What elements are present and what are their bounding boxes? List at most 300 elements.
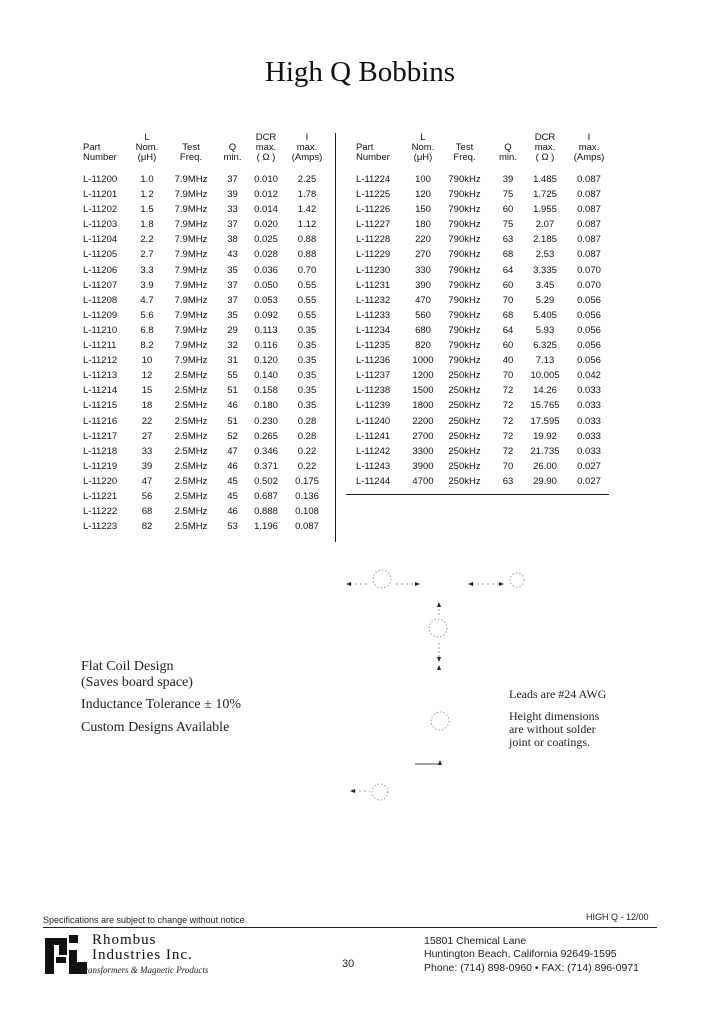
inductance: 470 [415,294,431,306]
part-number: L-11234 [356,324,391,336]
table-row [83,459,328,474]
test-freq: 2.5MHz [174,506,208,518]
feature-saves-space: (Saves board space) [81,675,193,690]
header-current: I max. (Amps) [573,132,605,163]
inductance: 33 [141,445,153,457]
q-min: 68 [502,249,514,261]
inductor-table-right [356,133,611,489]
part-number: L-11233 [356,309,391,321]
table-row [356,353,611,368]
q-min: 64 [502,264,514,276]
table-header-row [83,133,328,172]
current-max: 0.087 [577,219,601,231]
page-number: 30 [342,958,355,970]
inductance: 3900 [412,460,434,472]
dcr-max: 0.050 [254,279,278,291]
footer-rule [43,927,657,928]
test-freq: 250kHz [448,415,481,427]
dcr-max: 0.092 [254,309,278,321]
current-max: 0.027 [577,475,601,487]
inductance: 3300 [412,445,434,457]
test-freq: 7.9MHz [174,204,208,216]
table-row [83,263,328,278]
current-max: 2.25 [297,174,317,185]
table-row [83,474,328,489]
header-inductance: L Nom. (μH) [411,132,435,163]
table-row [356,398,611,413]
current-max: 0.033 [577,415,601,427]
q-min: 64 [502,324,514,336]
current-max: 0.087 [577,204,601,216]
table-row [356,202,611,217]
table-header-row [356,133,611,172]
part-number: L-11227 [356,219,391,231]
q-min: 75 [502,189,514,201]
dcr-max: 0.036 [254,264,278,276]
test-freq: 7.9MHz [174,264,208,276]
inductance: 18 [141,400,153,412]
dcr-max: 5.93 [535,324,555,336]
inductance: 3.3 [140,264,154,276]
inductance: 1800 [412,400,434,412]
feature-tolerance: Inductance Tolerance ± 10% [81,697,241,712]
current-max: 0.087 [577,189,601,201]
dcr-max: 3.45 [535,279,555,291]
inductance: 1000 [412,355,434,367]
test-freq: 7.9MHz [174,189,208,201]
table-row [356,293,611,308]
part-number: L-11212 [83,355,118,367]
table-row [83,414,328,429]
q-min: 31 [227,355,238,367]
inductance: 390 [415,279,431,291]
table-row [83,368,328,383]
q-min: 72 [502,430,514,442]
dcr-max: 2.07 [535,219,555,231]
header-q: Q min. [223,142,242,163]
current-max: 1.12 [297,219,317,231]
table-row [83,247,328,262]
dcr-max: 0.025 [254,234,278,246]
q-min: 29 [227,324,238,336]
q-min: 72 [502,445,514,457]
q-min: 51 [227,415,238,427]
test-freq: 250kHz [448,385,481,397]
address-line1: 15801 Chemical Lane [424,935,527,947]
current-max: 0.056 [577,324,601,336]
dcr-max: 0.028 [254,249,278,261]
company-name-line2: Industries Inc. [92,947,193,963]
test-freq: 250kHz [448,445,481,457]
table-row [83,444,328,459]
test-freq: 790kHz [448,340,481,352]
part-number: L-11207 [83,279,118,291]
test-freq: 790kHz [448,264,481,276]
q-min: 70 [502,294,514,306]
inductance: 1.0 [140,174,154,185]
current-max: 0.88 [297,249,317,261]
dcr-max: 0.113 [254,324,278,336]
part-number: L-11237 [356,370,391,382]
header-part: Part Number [83,142,117,163]
current-max: 1.42 [297,204,317,216]
q-min: 33 [227,204,238,216]
header-dcr: DCR max. ( Ω ) [255,132,277,163]
part-number: L-11232 [356,294,391,306]
dcr-max: 5.405 [533,309,557,321]
inductance: 8.2 [140,340,154,352]
dcr-max: 2.185 [533,234,557,246]
test-freq: 790kHz [448,355,481,367]
table-row [356,368,611,383]
header-test-freq: Test Freq. [179,142,203,163]
inductance: 560 [415,309,431,321]
test-freq: 2.5MHz [174,370,208,382]
q-min: 53 [227,521,238,533]
inductance: 39 [141,460,153,472]
table-row [356,429,611,444]
q-min: 55 [227,370,238,382]
q-min: 72 [502,385,514,397]
inductance: 10 [141,355,153,367]
current-max: 1.78 [297,189,317,201]
dcr-max: 7.13 [535,355,555,367]
part-number: L-11211 [83,340,117,352]
dcr-max: 0.010 [254,174,278,185]
current-max: 0.35 [297,355,317,367]
q-min: 46 [227,400,238,412]
test-freq: 790kHz [448,174,481,185]
table-row [83,383,328,398]
dcr-max: 0.020 [254,219,278,231]
table-row [356,308,611,323]
inductance: 820 [415,340,431,352]
phone-fax: Phone: (714) 898-0960 • FAX: (714) 896-0971 [424,962,639,974]
table-row [356,247,611,262]
part-number: L-11218 [83,445,118,457]
dcr-max: 2.53 [535,249,555,261]
part-number: L-11235 [356,340,391,352]
doc-code: HIGH Q - 12/00 [586,912,649,922]
test-freq: 790kHz [448,294,481,306]
q-min: 45 [227,475,238,487]
header-current: I max. (Amps) [291,132,323,163]
inductance: 1500 [412,385,434,397]
dcr-max: 0.371 [254,460,278,472]
inductance: 2700 [412,430,434,442]
q-min: 39 [502,174,514,185]
q-min: 35 [227,264,238,276]
q-min: 37 [227,294,238,306]
table-row [83,293,328,308]
part-number: L-11244 [356,475,391,487]
company-tagline: Transformers & Magnetic Products [80,965,209,975]
test-freq: 790kHz [448,279,481,291]
part-number: L-11210 [83,324,118,336]
feature-custom: Custom Designs Available [81,720,230,735]
test-freq: 2.5MHz [174,445,208,457]
table-row [83,232,328,247]
inductance: 120 [415,189,431,201]
q-min: 46 [227,460,238,472]
table-row [83,308,328,323]
table-row [356,444,611,459]
current-max: 0.056 [577,309,601,321]
dcr-max: 0.230 [254,415,278,427]
table-row [83,172,328,187]
part-number: L-11236 [356,355,391,367]
current-max: 0.070 [577,279,601,291]
table-row [356,232,611,247]
dcr-max: 0.014 [254,204,278,216]
q-min: 60 [502,279,514,291]
test-freq: 250kHz [448,370,481,382]
note-height-3: joint or coatings. [509,735,590,749]
dcr-max: 1.485 [533,174,557,185]
part-number: L-11240 [356,415,391,427]
dcr-max: 0.346 [254,445,278,457]
header-dcr: DCR max. ( Ω ) [534,132,556,163]
test-freq: 7.9MHz [174,324,208,336]
test-freq: 7.9MHz [174,309,208,321]
table-row [356,187,611,202]
dcr-max: 17.595 [530,415,560,427]
inductance: 1.5 [140,204,154,216]
test-freq: 7.9MHz [174,355,208,367]
q-min: 37 [227,219,238,231]
table-row [83,504,328,519]
inductance: 270 [415,249,431,261]
table-row [356,217,611,232]
table-row [83,429,328,444]
part-number: L-11224 [356,174,391,185]
part-number: L-11226 [356,204,391,216]
dcr-max: 0.180 [254,400,278,412]
current-max: 0.22 [297,460,317,472]
current-max: 0.056 [577,355,601,367]
dcr-max: 0.053 [254,294,278,306]
current-max: 0.35 [297,385,317,397]
test-freq: 7.9MHz [174,219,208,231]
current-max: 0.033 [577,400,601,412]
spec-notice: Specifications are subject to change without notice [43,915,245,925]
company-name-line1: Rhombus [92,932,157,948]
inductance: 1200 [412,370,434,382]
current-max: 0.070 [577,264,601,276]
dcr-max: 6.325 [533,340,557,352]
note-leads: Leads are #24 AWG [509,687,607,701]
dcr-max: 0.265 [254,430,278,442]
dcr-max: 0.888 [254,506,278,518]
test-freq: 7.9MHz [174,340,208,352]
part-number: L-11225 [356,189,391,201]
inductance: 100 [415,174,431,185]
inductance: 4.7 [140,294,154,306]
test-freq: 2.5MHz [174,415,208,427]
q-min: 60 [502,204,514,216]
part-number: L-11239 [356,400,391,412]
dcr-max: 5.29 [535,294,555,306]
current-max: 0.087 [577,234,601,246]
inductance: 82 [141,521,153,533]
q-min: 45 [227,490,238,502]
table-row [83,353,328,368]
q-min: 75 [502,219,514,231]
current-max: 0.35 [297,324,317,336]
current-max: 0.22 [297,445,317,457]
current-max: 0.35 [297,340,317,352]
q-min: 32 [227,340,238,352]
q-min: 38 [227,234,238,246]
part-number: L-11228 [356,234,391,246]
inductance: 180 [415,219,431,231]
part-number: L-11214 [83,385,118,397]
dcr-max: 1.725 [533,189,557,201]
q-min: 68 [502,309,514,321]
q-min: 35 [227,309,238,321]
inductance: 27 [141,430,153,442]
part-number: L-11242 [356,445,391,457]
part-number: L-11222 [83,506,118,518]
test-freq: 2.5MHz [174,430,208,442]
part-number: L-11200 [83,174,118,185]
part-number: L-11205 [83,249,118,261]
dcr-max: 0.012 [254,189,278,201]
q-min: 70 [502,460,514,472]
dcr-max: 0.502 [254,475,278,487]
table-row [83,489,328,504]
part-number: L-11213 [83,370,118,382]
inductance: 2.2 [140,234,154,246]
dcr-max: 19.92 [533,430,557,442]
table-row [356,338,611,353]
test-freq: 7.9MHz [174,294,208,306]
inductance: 22 [141,415,153,427]
table-row [356,474,611,489]
q-min: 52 [227,430,238,442]
current-max: 0.033 [577,445,601,457]
test-freq: 250kHz [448,430,481,442]
dcr-max: 21.735 [530,445,560,457]
table-row [356,172,611,187]
q-min: 70 [502,370,514,382]
inductance: 220 [415,234,431,246]
part-number: L-11202 [83,204,118,216]
table-row [83,217,328,232]
inductance: 1.8 [140,219,154,231]
current-max: 0.35 [297,370,317,382]
table-row [356,278,611,293]
table-row [83,187,328,202]
feature-flat-coil: Flat Coil Design [81,659,174,674]
part-number: L-11216 [83,415,118,427]
current-max: 0.056 [577,340,601,352]
dcr-max: 10.005 [530,370,560,382]
table-row [356,323,611,338]
part-number: L-11219 [83,460,118,472]
dcr-max: 3.335 [533,264,557,276]
header-inductance: L Nom. (μH) [135,132,159,163]
inductance: 47 [141,475,153,487]
test-freq: 2.5MHz [174,521,208,533]
test-freq: 250kHz [448,400,481,412]
current-max: 0.108 [295,506,319,518]
part-number: L-11215 [83,400,118,412]
dcr-max: 29.90 [533,475,557,487]
current-max: 0.28 [297,430,317,442]
q-min: 72 [502,400,514,412]
part-number: L-11221 [83,490,118,502]
current-max: 0.35 [297,400,317,412]
current-max: 0.88 [297,234,317,246]
table-row [83,519,328,534]
part-number: L-11238 [356,385,391,397]
current-max: 0.056 [577,294,601,306]
q-min: 46 [227,506,238,518]
table-row [356,383,611,398]
current-max: 0.087 [295,521,319,533]
part-number: L-11243 [356,460,391,472]
test-freq: 790kHz [448,204,481,216]
part-number: L-11220 [83,475,118,487]
dcr-max: 14.26 [533,385,557,397]
part-number: L-11208 [83,294,118,306]
part-number: L-11209 [83,309,118,321]
table-row [356,263,611,278]
header-q: Q min. [499,142,517,163]
right-table-bottom-rule [346,494,609,495]
test-freq: 790kHz [448,234,481,246]
table-row [83,398,328,413]
part-number: L-11217 [83,430,118,442]
q-min: 60 [502,340,514,352]
address-line2: Huntington Beach, California 92649-1595 [424,948,617,960]
part-number: L-11230 [356,264,391,276]
part-number: L-11223 [83,521,118,533]
inductance: 2.7 [140,249,154,261]
dcr-max: 26.00 [533,460,557,472]
inductance: 5.6 [140,309,154,321]
part-number: L-11201 [83,189,118,201]
q-min: 37 [227,279,238,291]
q-min: 72 [502,415,514,427]
test-freq: 7.9MHz [174,174,208,185]
current-max: 0.55 [297,294,317,306]
dcr-max: 0.687 [254,490,278,502]
current-max: 0.033 [577,385,601,397]
part-number: L-11206 [83,264,118,276]
note-height-1: Height dimensions [509,709,600,723]
dcr-max: 1.196 [254,521,278,533]
current-max: 0.55 [297,309,317,321]
test-freq: 790kHz [448,324,481,336]
test-freq: 7.9MHz [174,279,208,291]
inductance: 150 [415,204,431,216]
part-number: L-11229 [356,249,391,261]
inductor-table-left [83,133,328,534]
inductance: 68 [141,506,153,518]
current-max: 0.042 [577,370,601,382]
header-test-freq: Test Freq. [453,142,476,163]
q-min: 39 [227,189,238,201]
current-max: 0.55 [297,279,317,291]
dcr-max: 15.765 [530,400,560,412]
part-number: L-11231 [356,279,391,291]
q-min: 37 [227,174,238,185]
current-max: 0.033 [577,430,601,442]
inductance: 2200 [412,415,434,427]
inductance: 4700 [412,475,434,487]
